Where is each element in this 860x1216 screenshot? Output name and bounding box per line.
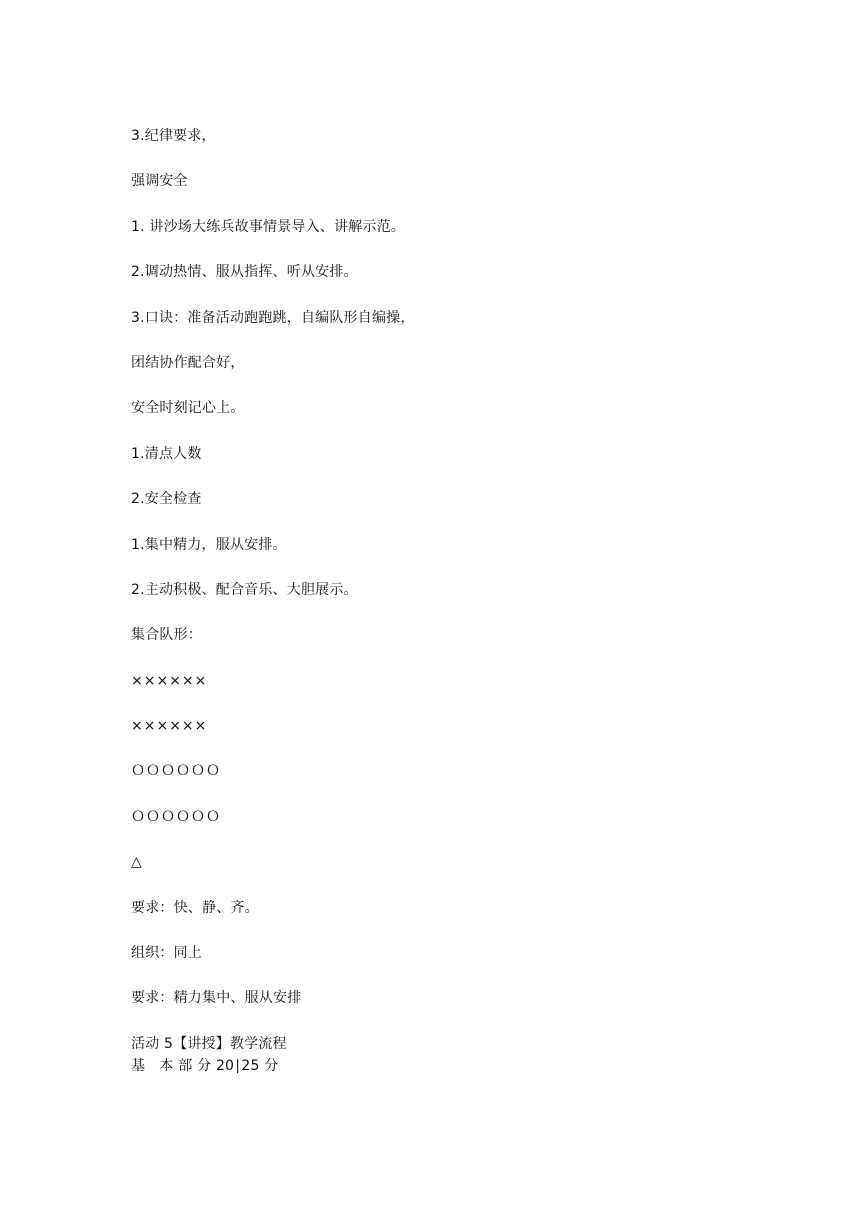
text-line-rhyme: 3.口诀：准备活动跑跑跳，自编队形自编操， xyxy=(131,309,415,326)
formation-row-o-1: ＯＯＯＯＯＯ xyxy=(131,763,221,780)
text-line-requirement-quick: 要求：快、静、齐。 xyxy=(131,899,259,916)
text-line-organization: 组织：同上 xyxy=(131,945,202,962)
text-line-story-intro: 1. 讲沙场大练兵故事情景导入、讲解示范。 xyxy=(131,218,406,235)
text-line-headcount: 1.清点人数 xyxy=(131,445,202,462)
text-line-teamwork: 团结协作配合好， xyxy=(131,354,245,371)
formation-row-o-2: ＯＯＯＯＯＯ xyxy=(131,808,221,825)
text-line-discipline: 3.纪律要求， xyxy=(131,128,216,144)
text-line-basic-part: 基 本 部 分 20∣25 分 xyxy=(131,1057,279,1074)
text-line-active: 2.主动积极、配合音乐、大胆展示。 xyxy=(131,581,358,598)
text-line-focus: 1.集中精力，服从安排。 xyxy=(131,536,287,553)
text-line-requirement-focus: 要求：精力集中、服从安排 xyxy=(131,990,302,1007)
text-line-formation-title: 集合队形： xyxy=(131,627,202,644)
text-line-safety-mind: 安全时刻记心上。 xyxy=(131,400,245,417)
text-line-enthusiasm: 2.调动热情、服从指挥、听从安排。 xyxy=(131,264,358,281)
text-line-safety-check: 2.安全检查 xyxy=(131,491,202,508)
formation-teacher-triangle: △ xyxy=(131,854,142,871)
formation-row-x-2: ×××××× xyxy=(131,718,208,735)
text-line-activity-5: 活动 5【讲授】教学流程 xyxy=(131,1035,287,1052)
text-line-safety: 强调安全 xyxy=(131,173,188,190)
document-body xyxy=(131,126,751,1076)
formation-row-x-1: ×××××× xyxy=(131,672,208,689)
